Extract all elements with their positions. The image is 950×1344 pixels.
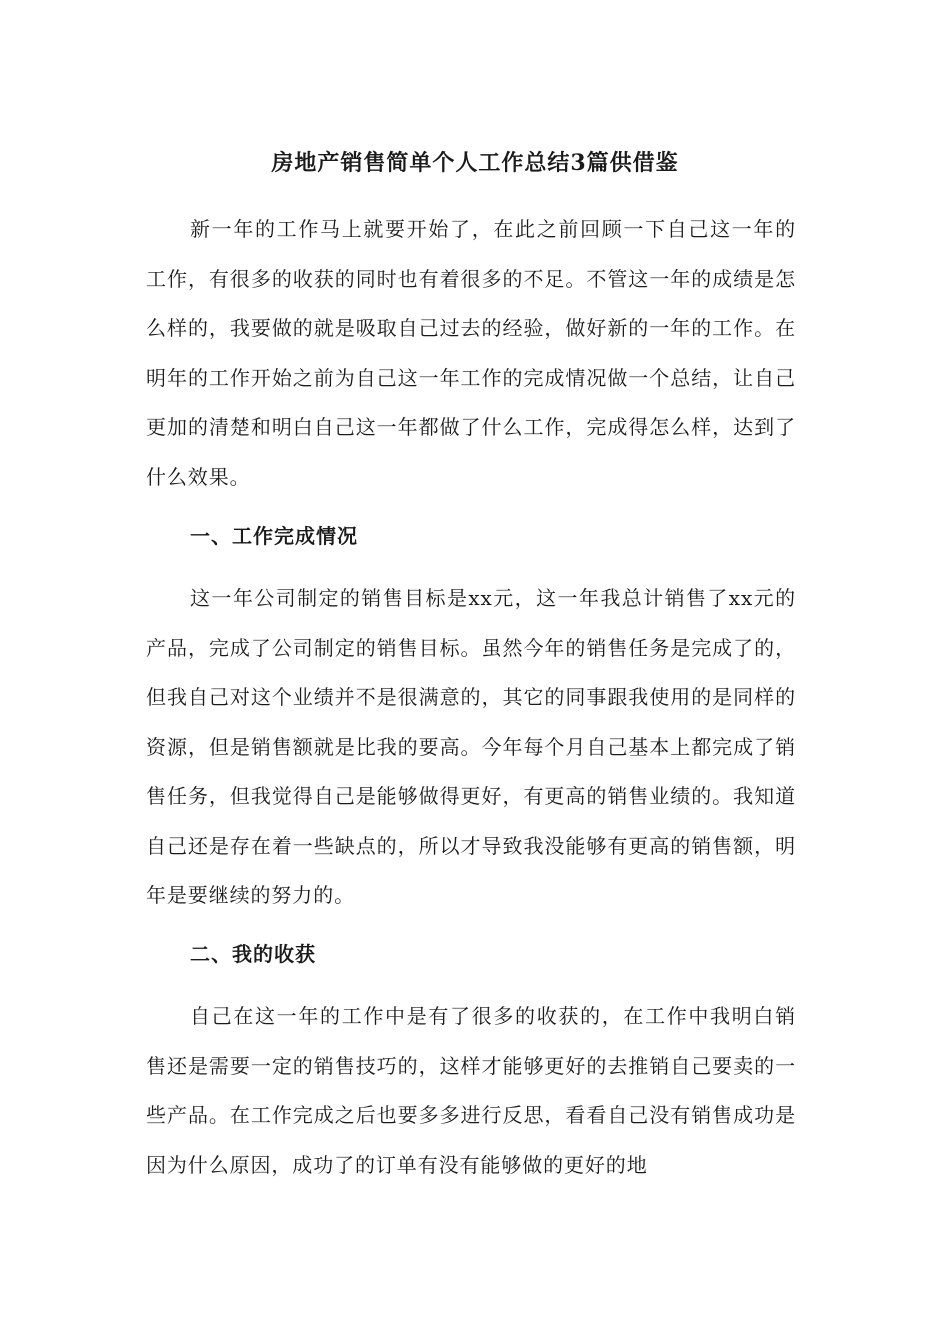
section-heading-gains: 二、我的收获 xyxy=(190,942,316,966)
section-body-work-completion: 这一年公司制定的销售目标是xx元，这一年我总计销售了xx元的产品，完成了公司制定的销售目标。虽然今年的销售任务是完成了的，但我自己对这个业绩并不是很满意的，其它的同事跟我使用的是同样的资源，但是销售额就是比我的要高。今年每个月自己基本上都完成了销售任务，但我觉得自己是能够做得更好，有更高的销售业绩的。我知道自己还是存在着一些缺点的，所以才导致我没能够有更高的销售额，明年是要继续的努力的。 xyxy=(146,586,796,907)
intro-paragraph: 新一年的工作马上就要开始了，在此之前回顾一下自己这一年的工作，有很多的收获的同时也有着很多的不足。不管这一年的成绩是怎么样的，我要做的就是吸取自己过去的经验，做好新的一年的工作。在明年的工作开始之前为自己这一年工作的完成情况做一个总结，让自己更加的清楚和明白自己这一年都做了什么工作，完成得怎么样，达到了什么效果。 xyxy=(146,217,796,489)
section-heading-work-completion: 一、工作完成情况 xyxy=(190,524,358,548)
document-title: 房地产销售简单个人工作总结3篇供借鉴 xyxy=(271,150,679,176)
section-body-gains: 自己在这一年的工作中是有了很多的收获的，在工作中我明白销售还是需要一定的销售技巧的，这样才能够更好的去推销自己要卖的一些产品。在工作完成之后也要多多进行反思，看看自己没有销售成功是因为什么原因，成功了的订单有没有能够做的更好的地 xyxy=(146,1004,796,1177)
